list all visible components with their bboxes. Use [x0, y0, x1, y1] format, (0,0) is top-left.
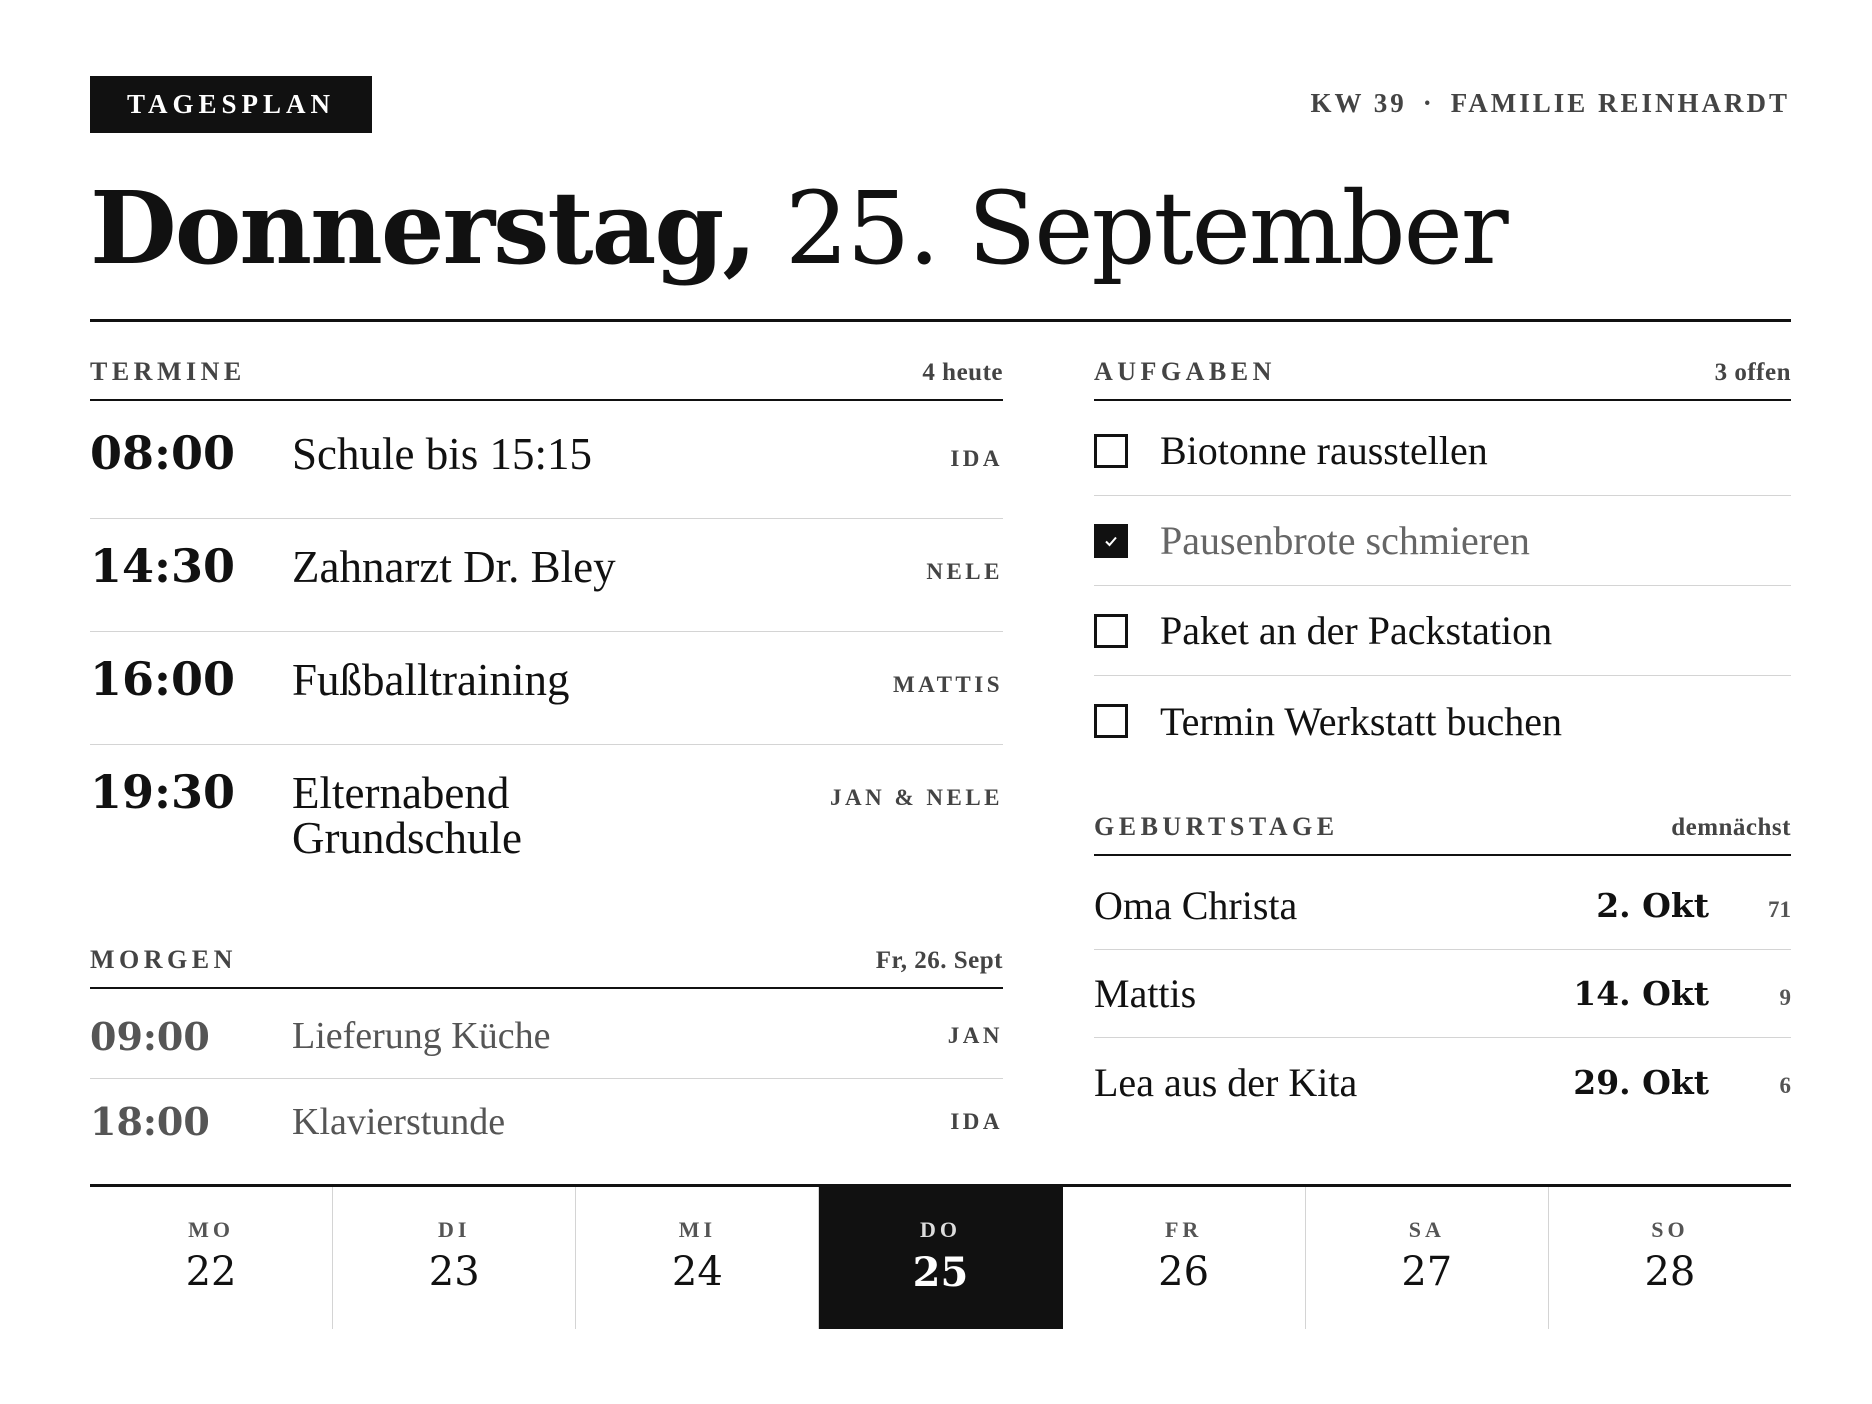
birthday-row[interactable] — [1094, 950, 1791, 1038]
weekday-name: DI — [437, 1217, 471, 1242]
weekday-number: 26 — [1158, 1249, 1210, 1295]
appointment-time: 19:30 — [90, 765, 236, 819]
birthday-date: 14. Okt — [1573, 974, 1709, 1013]
geburtstage-meta: demnächst — [1671, 814, 1791, 841]
birthday-date: 29. Okt — [1573, 1062, 1709, 1102]
week-number: KW 39 — [1310, 88, 1407, 118]
title-weekday: Donnerstag, — [90, 169, 756, 287]
task-item[interactable] — [1094, 676, 1791, 766]
task-label: Biotonne rausstellen — [1160, 428, 1488, 473]
appointment-time: 08:00 — [90, 426, 236, 480]
appointment-row[interactable] — [90, 519, 1003, 632]
check-icon — [1103, 533, 1119, 549]
task-item[interactable] — [1094, 496, 1791, 586]
header-meta — [1310, 88, 1790, 119]
weekday-name: SO — [1651, 1217, 1689, 1242]
morgen-header — [90, 945, 1003, 989]
weekday-name: MO — [188, 1217, 235, 1242]
weekday-mi[interactable] — [576, 1187, 819, 1329]
title-date: 25. September — [755, 170, 1507, 287]
weekday-do[interactable] — [819, 1187, 1062, 1329]
termine-header — [90, 357, 1003, 401]
family-name: FAMILIE REINHARDT — [1450, 88, 1790, 118]
appointment-person: JAN & NELE — [829, 785, 1003, 810]
appointment-person: IDA — [950, 446, 1003, 471]
task-checkbox[interactable] — [1094, 614, 1128, 648]
weekday-number: 23 — [428, 1249, 480, 1295]
weekday-name: SA — [1408, 1217, 1445, 1242]
weekday-mo[interactable] — [90, 1187, 333, 1329]
appointment-row[interactable] — [90, 406, 1003, 519]
appointment-title: Schule bis 15:15 — [292, 429, 592, 479]
morgen-label: MORGEN — [90, 945, 237, 974]
weekday-so[interactable] — [1549, 1187, 1791, 1329]
morgen-date: Fr, 26. Sept — [875, 947, 1003, 974]
birthday-age: 9 — [1779, 984, 1791, 1010]
weekday-di[interactable] — [333, 1187, 576, 1329]
weekday-number: 22 — [185, 1249, 237, 1295]
aufgaben-list — [1094, 406, 1791, 766]
appointment-row[interactable] — [90, 1079, 1003, 1164]
task-checkbox[interactable] — [1094, 704, 1128, 738]
page-badge: TAGESPLAN — [90, 76, 372, 133]
geburtstage-header — [1094, 812, 1791, 856]
appointment-time: 16:00 — [90, 652, 236, 706]
weekday-fr[interactable] — [1063, 1187, 1306, 1329]
weekday-number: 24 — [671, 1249, 723, 1295]
appointment-time: 09:00 — [90, 1013, 210, 1059]
appointment-title: Fußballtraining — [292, 655, 570, 705]
birthday-age: 71 — [1768, 896, 1791, 922]
appointment-title: Zahnarzt Dr. Bley — [292, 542, 616, 592]
aufgaben-label: AUFGABEN — [1094, 357, 1276, 386]
appointment-time: 14:30 — [90, 539, 236, 593]
appointment-person: JAN — [947, 1023, 1003, 1048]
page-title — [90, 158, 1507, 299]
morgen-list — [90, 994, 1003, 1164]
birthday-row[interactable] — [1094, 862, 1791, 950]
appointment-person: MATTIS — [892, 672, 1003, 697]
birthday-age: 6 — [1779, 1073, 1791, 1098]
aufgaben-header — [1094, 357, 1791, 401]
task-checkbox[interactable] — [1094, 524, 1128, 558]
appointment-title: Klavierstunde — [292, 1100, 506, 1143]
weekday-number: 27 — [1401, 1249, 1453, 1295]
task-item[interactable] — [1094, 406, 1791, 496]
birthday-row[interactable] — [1094, 1038, 1791, 1126]
termine-label: TERMINE — [90, 357, 246, 386]
appointment-title: Elternabend Grundschule — [292, 768, 522, 863]
termine-list — [90, 406, 1003, 885]
task-checkbox[interactable] — [1094, 434, 1128, 468]
separator: · — [1422, 88, 1435, 118]
geburtstage-label: GEBURTSTAGE — [1094, 812, 1339, 841]
task-label: Pausenbrote schmieren — [1160, 518, 1530, 563]
weekday-number: 28 — [1644, 1249, 1696, 1295]
birthday-name: Oma Christa — [1094, 883, 1298, 928]
task-item[interactable] — [1094, 586, 1791, 676]
weekday-name: FR — [1164, 1217, 1203, 1242]
appointment-title: Lieferung Küche — [292, 1015, 551, 1057]
aufgaben-count: 3 offen — [1714, 359, 1791, 386]
appointment-row[interactable] — [90, 994, 1003, 1079]
task-label: Paket an der Packstation — [1160, 608, 1553, 653]
birthday-name: Mattis — [1094, 971, 1197, 1016]
appointment-person: IDA — [950, 1108, 1003, 1134]
appointment-time: 18:00 — [90, 1099, 210, 1144]
appointment-row[interactable] — [90, 745, 1003, 885]
birthday-name: Lea aus der Kita — [1094, 1059, 1358, 1105]
appointment-row[interactable] — [90, 632, 1003, 745]
week-strip — [90, 1187, 1791, 1329]
birthday-date: 2. Okt — [1596, 886, 1709, 925]
weekday-name: MI — [678, 1217, 717, 1242]
weekday-sa[interactable] — [1306, 1187, 1549, 1329]
task-label: Termin Werkstatt buchen — [1160, 698, 1563, 744]
termine-count: 4 heute — [922, 359, 1003, 386]
geburtstage-list — [1094, 862, 1791, 1126]
weekday-name: DO — [919, 1217, 961, 1242]
appointment-person: NELE — [926, 559, 1003, 584]
weekday-number: 25 — [912, 1249, 969, 1296]
title-divider — [90, 319, 1791, 322]
